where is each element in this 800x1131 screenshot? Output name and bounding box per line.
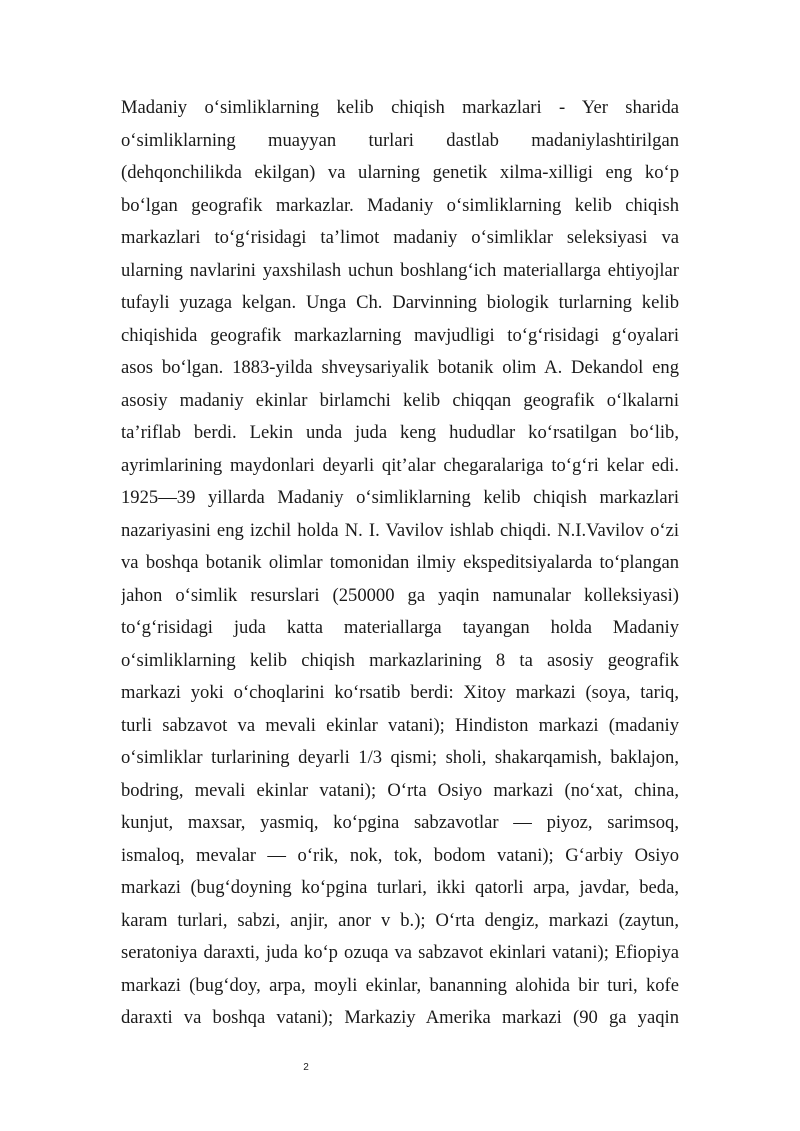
text-line: bodring, mevali ekinlar vatani); O‘rta Osiyo markazi (no‘xat, china, xyxy=(121,779,679,801)
text-line: daraxti va boshqa vatani); Markaziy Amerika markazi (90 ga yaqin xyxy=(121,1007,679,1028)
text-line: va boshqa botanik olimlar tomonidan ilmiy ekspeditsiyalarda to‘plangan xyxy=(121,552,679,573)
text-line: o‘simliklarning muayyan turlari dastlab madaniylashtirilgan xyxy=(121,129,679,151)
text-line: tufayli yuzaga kelgan. Unga Ch. Darvinning biologik turlarning kelib xyxy=(121,292,679,313)
page-number: 2 xyxy=(303,1062,309,1073)
text-line: turli sabzavot va mevali ekinlar vatani); Hindiston markazi (madaniy xyxy=(121,714,679,736)
text-line: o‘simliklarning kelib chiqish markazlarining 8 ta asosiy geografik xyxy=(121,649,679,671)
text-line: ayrimlarining maydonlari deyarli qit’alar chegaralariga to‘g‘ri kelar edi. xyxy=(121,454,679,476)
text-line: ismaloq, mevalar — o‘rik, nok, tok, bodom vatani); G‘arbiy Osiyo xyxy=(121,844,679,866)
text-line: markazi yoki o‘choqlarini ko‘rsatib berdi: Xitoy markazi (soya, tariq, xyxy=(121,682,679,703)
text-line: o‘simliklar turlarining deyarli 1/3 qismi; sholi, shakarqamish, baklajon, xyxy=(121,747,679,768)
text-line: jahon o‘simlik resurslari (250000 ga yaqin namunalar kolleksiyasi) xyxy=(121,584,679,606)
text-line: nazariyasini eng izchil holda N. I. Vavilov ishlab chiqdi. N.I.Vavilov o‘zi xyxy=(121,519,679,541)
text-line: (dehqonchilikda ekilgan) va ularning genetik xilma-xilligi eng ko‘p xyxy=(121,162,679,183)
text-line: 1925—39 yillarda Madaniy o‘simliklarning kelib chiqish markazlari xyxy=(121,487,679,508)
text-line: bo‘lgan geografik markazlar. Madaniy o‘simliklarning kelib chiqish xyxy=(121,194,679,216)
text-line: markazlari to‘g‘risidagi ta’limot madaniy o‘simliklar seleksiyasi va xyxy=(121,227,679,248)
text-line: markazi (bug‘doy, arpa, moyli ekinlar, bananning alohida bir turi, kofe xyxy=(121,974,679,996)
text-line: Madaniy o‘simliklarning kelib chiqish markazlari - Yer sharida xyxy=(121,97,679,118)
text-line: markazi (bug‘doyning ko‘pgina turlari, ikki qatorli arpa, javdar, beda, xyxy=(121,877,679,898)
text-line: ularning navlarini yaxshilash uchun boshlang‘ich materiallarga ehtiyojlar xyxy=(121,259,679,281)
text-line: kunjut, maxsar, yasmiq, ko‘pgina sabzavotlar — piyoz, sarimsoq, xyxy=(121,812,679,833)
text-line: karam turlari, sabzi, anjir, anor v b.); O‘rta dengiz, markazi (zaytun, xyxy=(121,909,679,931)
text-line: chiqishida geografik markazlarning mavjudligi to‘g‘risidagi g‘oyalari xyxy=(121,324,679,346)
text-line: asos bo‘lgan. 1883-yilda shveysariyalik botanik olim A. Dekandol eng xyxy=(121,357,679,378)
text-line: asosiy madaniy ekinlar birlamchi kelib chiqqan geografik o‘lkalarni xyxy=(121,389,679,411)
body-text xyxy=(121,92,679,1035)
text-line: ta’riflab berdi. Lekin unda juda keng hududlar ko‘rsatilgan bo‘lib, xyxy=(121,422,679,443)
text-line: seratoniya daraxti, juda ko‘p ozuqa va sabzavot ekinlari vatani); Efiopiya xyxy=(121,942,679,963)
text-line: to‘g‘risidagi juda katta materiallarga tayangan holda Madaniy xyxy=(121,617,679,638)
